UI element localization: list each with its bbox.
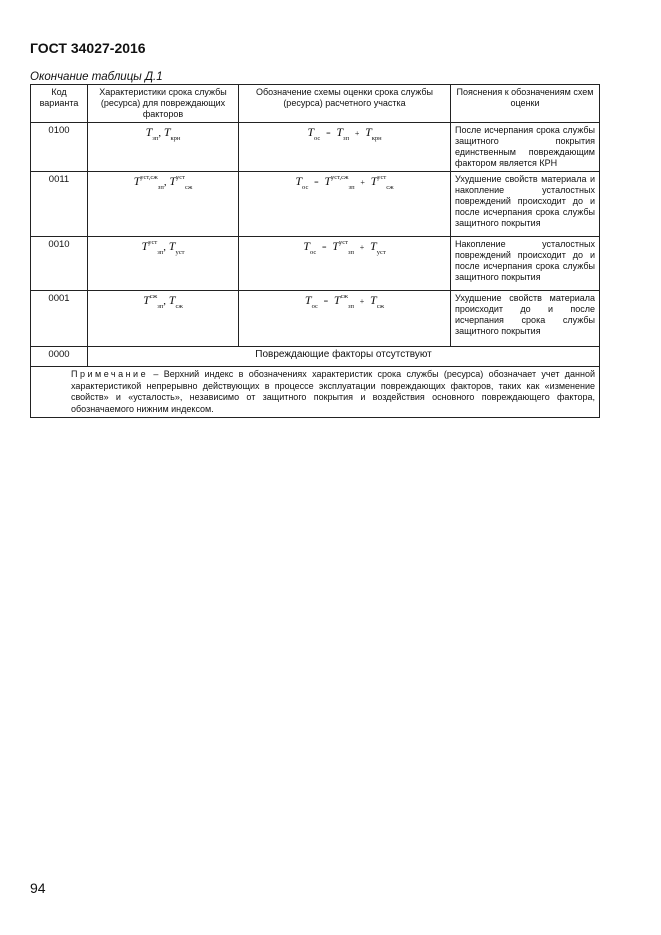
- table-caption: Окончание таблицы Д.1: [30, 71, 163, 83]
- row-code: 0001: [31, 291, 88, 347]
- page-number: 94: [30, 880, 46, 896]
- row-explanation: Ухудшение свойств материала происходит до и после исчерпания срока службы защитного покрытия: [451, 291, 600, 347]
- row-code: 0000: [31, 347, 88, 367]
- characteristics-formula: $T^{уст,сж}_{зп}$, $T^{уст}_{сж}$: [88, 172, 239, 237]
- note-dash: –: [148, 369, 164, 379]
- scheme-formula: $T_{ос} = T^{сж}_{зп} + T_{сж}$: [239, 291, 451, 347]
- data-table: [30, 84, 600, 418]
- row-explanation: Накопление усталостных повреждений происходит до и после исчерпания срока службы защитного покрытия: [451, 237, 600, 291]
- row-code: 0010: [31, 237, 88, 291]
- row-explanation: После исчерпания срока службы защитного покрытия единственным повреждающим фактором является КРН: [451, 123, 600, 172]
- table-row: [31, 291, 600, 347]
- table-row: [31, 123, 600, 172]
- characteristics-formula: $T^{уст}_{зп}$, $T_{уст}$: [88, 237, 239, 291]
- scheme-formula: $T_{ос} = T^{уст}_{зп} + T_{уст}$: [239, 237, 451, 291]
- table-note: [31, 367, 600, 418]
- note-label: Примечание: [71, 369, 149, 379]
- characteristics-formula: $T^{сж}_{зп}$, $T_{сж}$: [88, 291, 239, 347]
- scheme-formula: $T_{ос} = T^{уст,сж}_{зп} + T^{уст}_{сж}$: [239, 172, 451, 237]
- document-header: ГОСТ 34027-2016: [30, 40, 146, 56]
- note-text: Верхний индекс в обозначениях характеристик срока службы (ресурса) обозначает учет данной характеристикой непрерывно действующих в процессе эксплуатации повреждающих факторов, таких как «изменение свойств» и «усталость», независимо от защитного покрытия и воздействия основного повреждающего фактора, обозначаемого нижним индексом.: [71, 369, 595, 414]
- header-explanation: Пояснения к обозначениям схем оценки: [451, 85, 600, 123]
- row-code: 0100: [31, 123, 88, 172]
- table-header-row: [31, 85, 600, 123]
- row-code: 0011: [31, 172, 88, 237]
- header-scheme: Обозначение схемы оценки срока службы (ресурса) расчетного участка: [239, 85, 451, 123]
- table-row: [31, 347, 600, 367]
- header-code: Код варианта: [31, 85, 88, 123]
- row-merged-text: Повреждающие факторы отсутствуют: [88, 347, 600, 367]
- table-note-row: [31, 367, 600, 418]
- characteristics-formula: $T_{зп}$, $T_{крн}$: [88, 123, 239, 172]
- table-row: [31, 237, 600, 291]
- header-characteristics: Характеристики срока службы (ресурса) для повреждающих факторов: [88, 85, 239, 123]
- row-explanation: Ухудшение свойств материала и накопление усталостных повреждений происходит до и после исчерпания срока службы защитного покрытия: [451, 172, 600, 237]
- scheme-formula: $T_{ос} = T_{зп} + T_{крн}$: [239, 123, 451, 172]
- table-row: [31, 172, 600, 237]
